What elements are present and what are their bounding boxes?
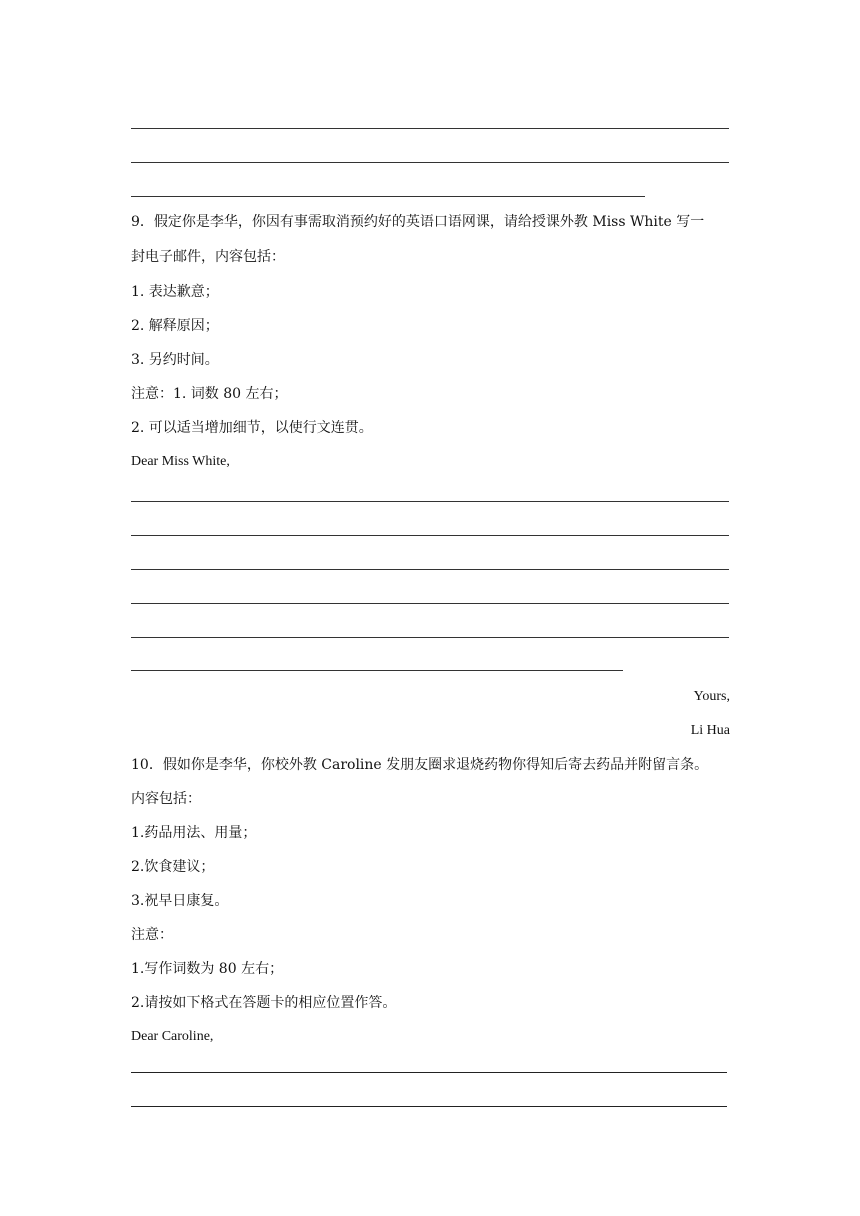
answer-line [131, 670, 623, 671]
answer-line [131, 637, 729, 638]
q9-point-2: 2. 解释原因； [131, 318, 219, 334]
answer-line [131, 569, 729, 570]
q10-note-1: 1.写作词数为 80 左右； [131, 961, 284, 977]
answer-line [131, 162, 729, 163]
q9-note-2: 2. 可以适当增加细节，以使行文连贯。 [131, 420, 373, 436]
q9-point-1: 1. 表达歉意； [131, 284, 219, 300]
q10-point-1: 1.药品用法、用量； [131, 825, 257, 841]
q9-point-3: 3. 另约时间。 [131, 352, 219, 368]
q10-prompt-line2: 内容包括： [131, 791, 201, 807]
answer-line [131, 501, 729, 502]
answer-line [131, 128, 729, 129]
q10-note-label: 注意： [131, 927, 173, 943]
q9-salutation: Dear Miss White, [131, 454, 230, 469]
q10-point-3: 3.祝早日康复。 [131, 893, 229, 909]
q10-prompt-line1: 10．假如你是李华，你校外教 Caroline 发朋友圈求退烧药物你得知后寄去药品并附留言条。 [131, 757, 709, 773]
q9-closing: Yours, [693, 689, 730, 704]
q9-note-1: 注意：1. 词数 80 左右； [131, 386, 288, 402]
q9-prompt-line2: 封电子邮件，内容包括： [131, 249, 285, 265]
answer-line [131, 535, 729, 536]
q9-prompt-line1: 9．假定你是李华，你因有事需取消预约好的英语口语网课，请给授课外教 Miss White 写一 [131, 214, 705, 230]
q10-point-2: 2.饮食建议； [131, 859, 215, 875]
q9-signature: Li Hua [690, 723, 730, 738]
answer-line [131, 603, 729, 604]
answer-line [131, 196, 645, 197]
q10-salutation: Dear Caroline, [131, 1029, 214, 1044]
q10-note-2: 2.请按如下格式在答题卡的相应位置作答。 [131, 995, 397, 1011]
answer-line [131, 1106, 727, 1107]
answer-line [131, 1072, 727, 1073]
